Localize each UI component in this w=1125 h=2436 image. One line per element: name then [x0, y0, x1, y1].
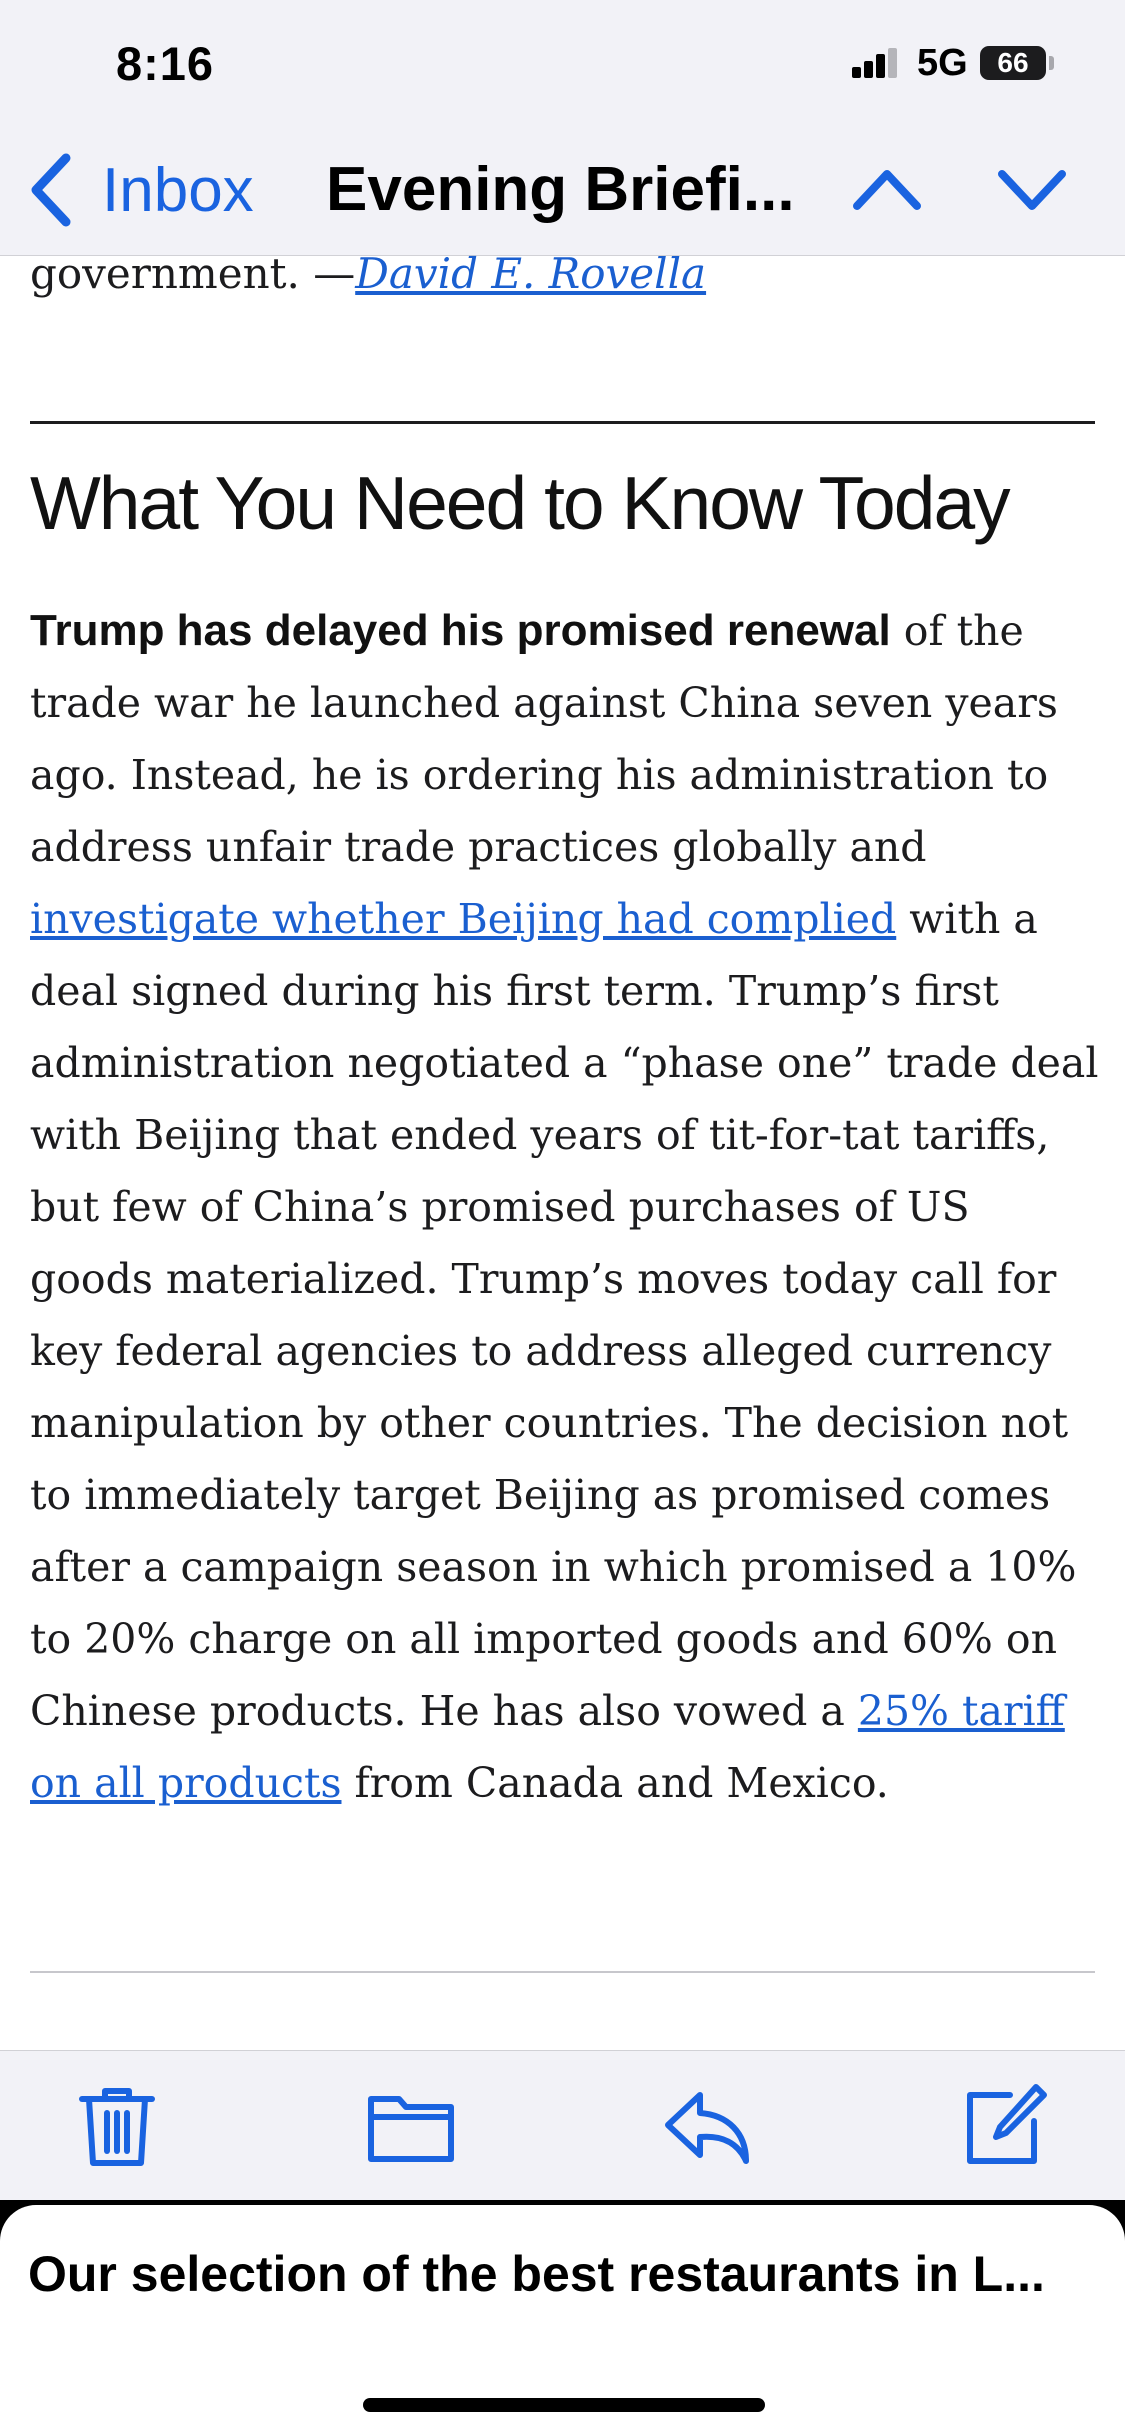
chevron-left-icon	[26, 152, 74, 228]
paragraph-text: with a deal signed during his first term. Trump’s first administration negotiated a “phase one” trade deal with Beijing that ended years of tit-for-tat tariffs, but few of China’s promised purchases of US goods materialized. Trump’s moves today call for key federal agencies to address alleged currency manipulation by other countries. The decision not to immediately target Beijing as promised comes after a campaign season in which promised a 10% to 20% charge on all imported goods and 60% on Chinese products. He has also vowed a	[30, 895, 1099, 1735]
compose-icon[interactable]	[960, 2081, 1050, 2171]
battery-icon	[980, 46, 1046, 80]
paragraph-lead: Trump has delayed his promised renewal	[30, 606, 891, 655]
byline-link[interactable]: David E. Rovella	[355, 249, 707, 298]
previous-paragraph-tail	[30, 238, 706, 310]
back-to-inbox-button[interactable]	[26, 150, 254, 230]
draft-title[interactable]: Our selection of the best restaurants in L...	[28, 2246, 1045, 2302]
tariff-link[interactable]: 25% tariff on all products	[30, 1687, 1065, 1807]
investigate-compliance-link[interactable]: investigate whether Beijing had complied	[30, 895, 897, 943]
previous-line-text: government. —	[30, 249, 356, 298]
folder-icon[interactable]	[366, 2081, 456, 2171]
status-bar	[0, 0, 1125, 130]
network-type: 5G	[917, 42, 968, 84]
battery-level: 66	[997, 47, 1029, 78]
content-divider	[30, 1971, 1095, 1973]
home-indicator[interactable]	[363, 2398, 765, 2412]
chevron-up-icon[interactable]	[851, 160, 923, 220]
battery-nub	[1049, 56, 1054, 70]
message-subject-title: Evening Briefi...	[326, 155, 795, 224]
paragraph-text: of the trade war he launched against China seven years ago. Instead, he is ordering his administration to address unfair trade practices globally and	[30, 607, 1058, 871]
chevron-down-icon[interactable]	[996, 160, 1068, 220]
paragraph-text: from Canada and Mexico.	[341, 1759, 889, 1807]
trash-icon[interactable]	[72, 2081, 162, 2171]
reply-icon[interactable]	[662, 2081, 752, 2171]
section-divider	[30, 421, 1095, 424]
section-heading: What You Need to Know Today	[30, 461, 1009, 545]
back-label: Inbox	[102, 155, 254, 225]
bottom-toolbar	[0, 2050, 1125, 2200]
cellular-signal-icon	[852, 48, 898, 78]
article-paragraph	[30, 595, 1100, 1819]
status-time: 8:16	[116, 37, 215, 90]
